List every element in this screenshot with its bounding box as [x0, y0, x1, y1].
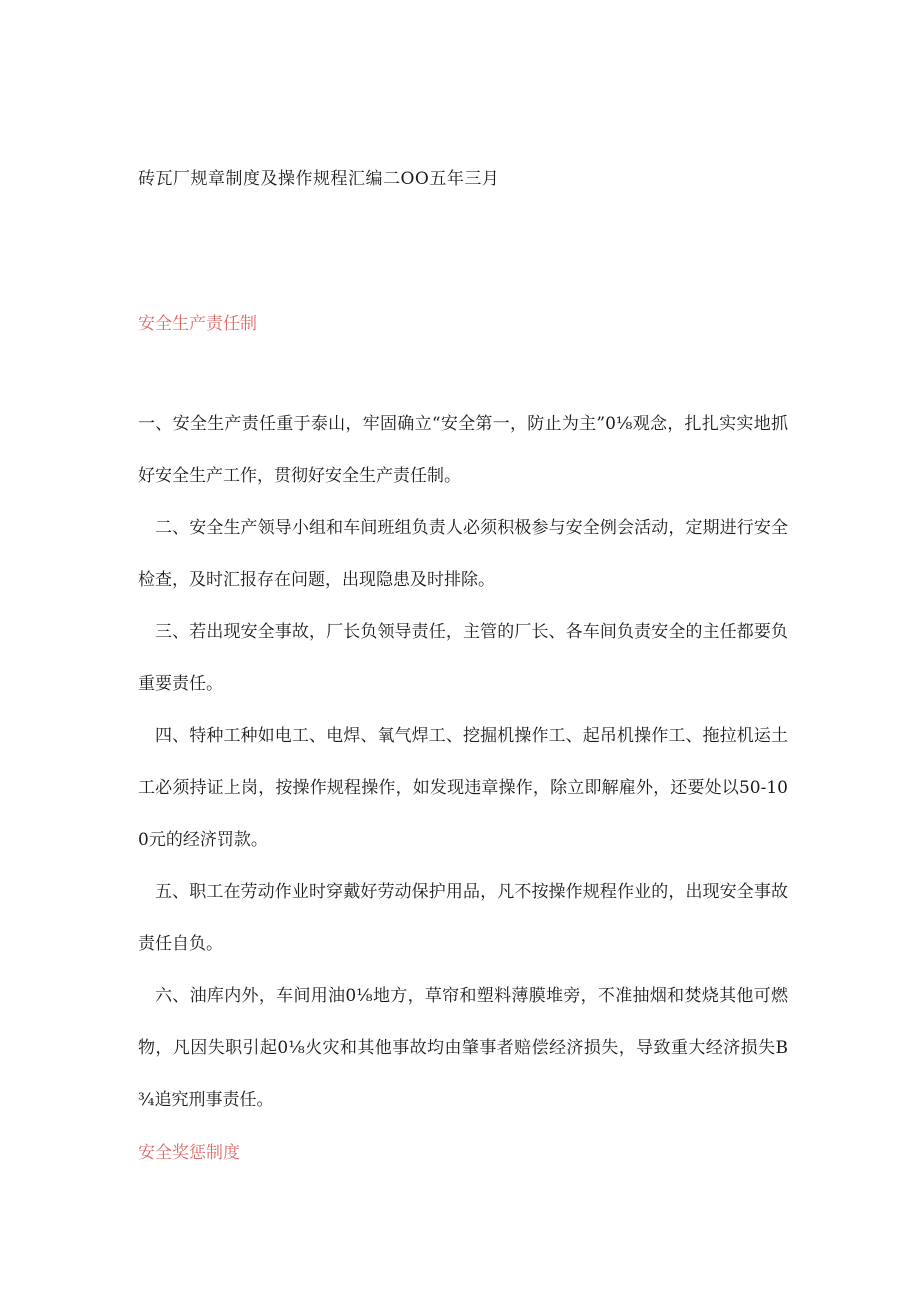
paragraph-6: 六、油库内外，车间用油0⅛地方，草帘和塑料薄膜堆旁，不准抽烟和焚烧其他可燃物，凡因失职引起0⅛火灾和其他事故均由肇事者赔偿经济损失，导致重大经济损失B¾追究刑事责任。 [138, 986, 788, 1110]
paragraph-5: 五、职工在劳动作业时穿戴好劳动保护用品，凡不按操作规程作业的，出现安全事故责任自负。 [138, 882, 788, 954]
section-body-safety-responsibility [138, 398, 788, 1126]
document-title: 砖瓦厂规章制度及操作规程汇编二OO五年三月 [138, 169, 500, 189]
paragraph-1: 一、安全生产责任重于泰山，牢固确立“安全第一，防止为主”0⅛观念，扎扎实实地抓好安全生产工作，贯彻好安全生产责任制。 [138, 414, 788, 486]
paragraph-2: 二、安全生产领导小组和车间班组负责人必须积极参与安全例会活动，定期进行安全检查，及时汇报存在问题，出现隐患及时排除。 [138, 518, 788, 590]
paragraph-4: 四、特种工种如电工、电焊、氧气焊工、挖掘机操作工、起吊机操作工、拖拉机运土工必须持证上岗，按操作规程操作，如发现违章操作，除立即解雇外，还要处以50-100元的经济罚款。 [138, 726, 788, 850]
section-heading-reward-punishment: 安全奖惩制度 [138, 1143, 240, 1163]
paragraph-3: 三、若出现安全事故，厂长负领导责任，主管的厂长、各车间负责安全的主任都要负重要责任。 [138, 622, 788, 694]
section-heading-safety-responsibility: 安全生产责任制 [138, 314, 257, 334]
